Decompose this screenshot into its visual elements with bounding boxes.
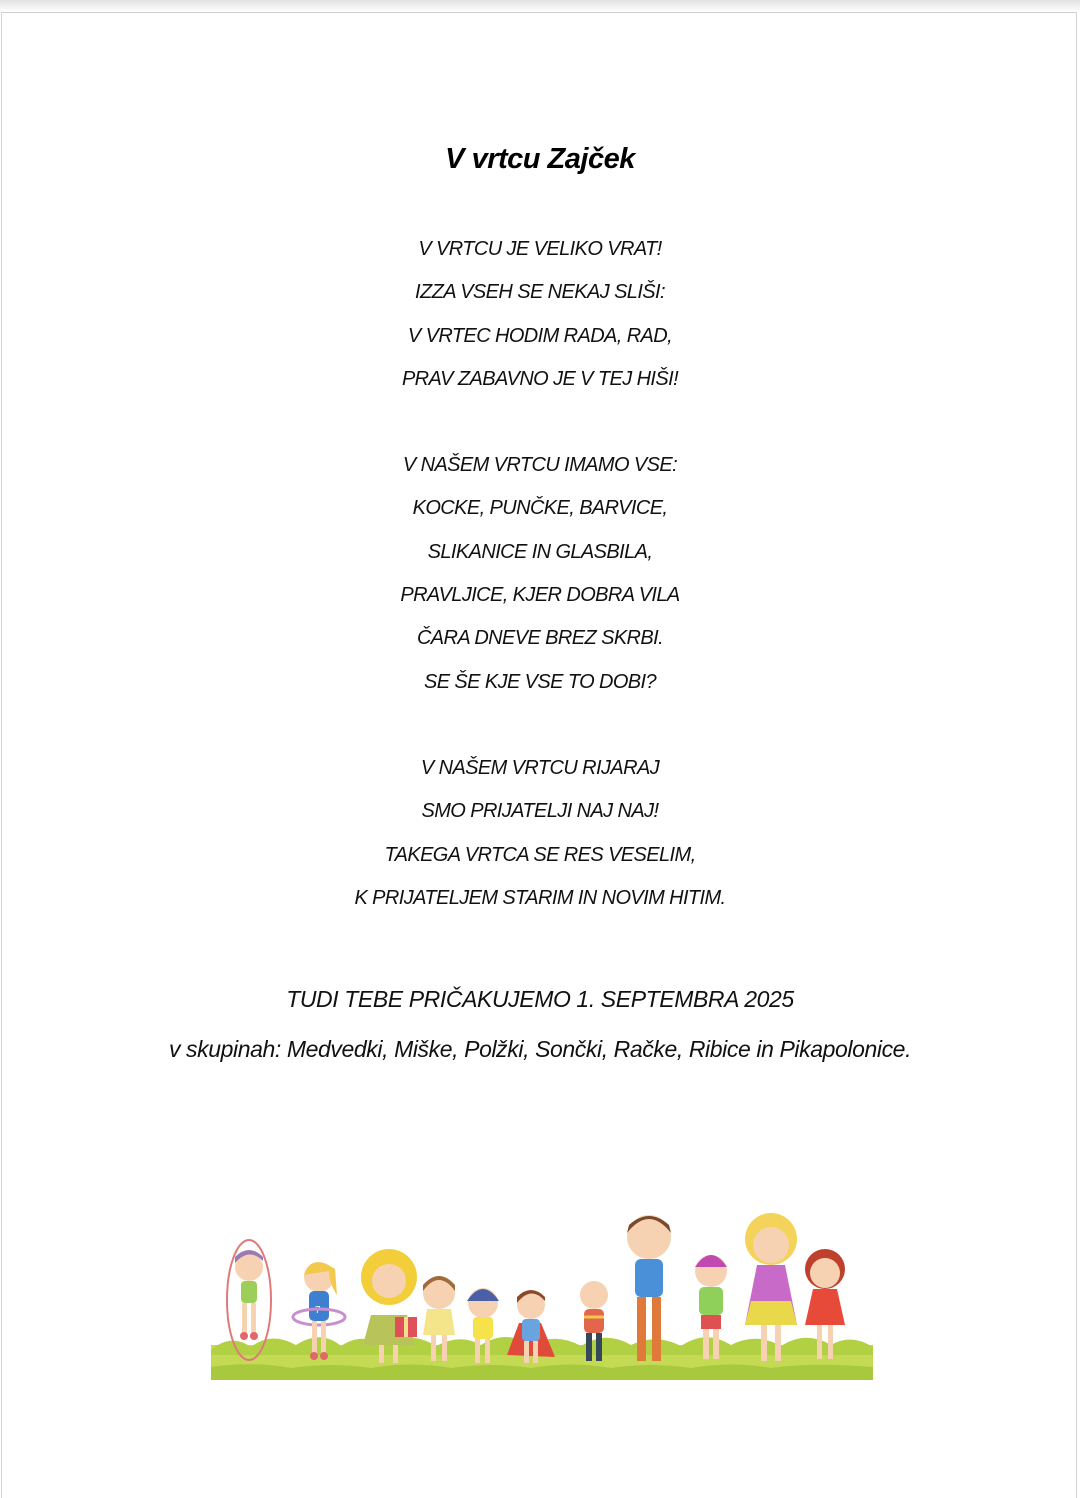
poem-line: SE ŠE KJE VSE TO DOBI?	[423, 670, 657, 693]
poem-line: V VRTEC HODIM RADA, RAD,	[407, 324, 673, 347]
poem-line: K PRIJATELJEM STARIM IN NOVIM HITIM.	[354, 886, 726, 909]
page-top-shadow	[0, 0, 1080, 12]
poem-line: PRAV ZABAVNO JE V TEJ HIŠI!	[401, 367, 679, 390]
poem-line: TAKEGA VRTCA SE RES VESELIM,	[384, 843, 696, 866]
stanza-3	[0, 752, 1080, 925]
poem-line: V NAŠEM VRTCU IMAMO VSE:	[402, 454, 678, 477]
invitation-text: TUDI TEBE PRIČAKUJEMO 1. SEPTEMBRA 2025	[286, 986, 794, 1012]
poem-line: V NAŠEM VRTCU RIJARAJ	[420, 756, 660, 779]
child-cape	[507, 1290, 555, 1363]
groups-text: v skupinah: Medvedki, Miške, Polžki, Sončki, Račke, Ribice in Pikapolonice.	[168, 1036, 912, 1062]
closing-block	[0, 983, 1080, 1083]
child-tall-boy	[627, 1215, 671, 1361]
poem-line: SLIKANICE IN GLASBILA,	[427, 540, 653, 563]
poem-line: ČARA DNEVE BREZ SKRBI.	[416, 627, 664, 650]
poem	[0, 233, 1080, 968]
svg-text:7: 7	[315, 1305, 321, 1316]
poem-line: IZZA VSEH SE NEKAJ SLIŠI:	[415, 281, 665, 304]
poem-line: PRAVLJICE, KJER DOBRA VILA	[400, 584, 680, 607]
document-title: V vrtcu Zajček	[445, 143, 635, 175]
child-jump-rope	[227, 1240, 271, 1360]
poem-line: SMO PRIJATELJI NAJ NAJ!	[421, 800, 659, 823]
children-holding-hands-illustration	[211, 1205, 873, 1380]
stanza-1	[0, 233, 1080, 406]
poem-line: V VRTCU JE VELIKO VRAT!	[418, 238, 662, 260]
stanza-2	[0, 449, 1080, 709]
poem-line: KOCKE, PUNČKE, BARVICE,	[412, 497, 668, 520]
